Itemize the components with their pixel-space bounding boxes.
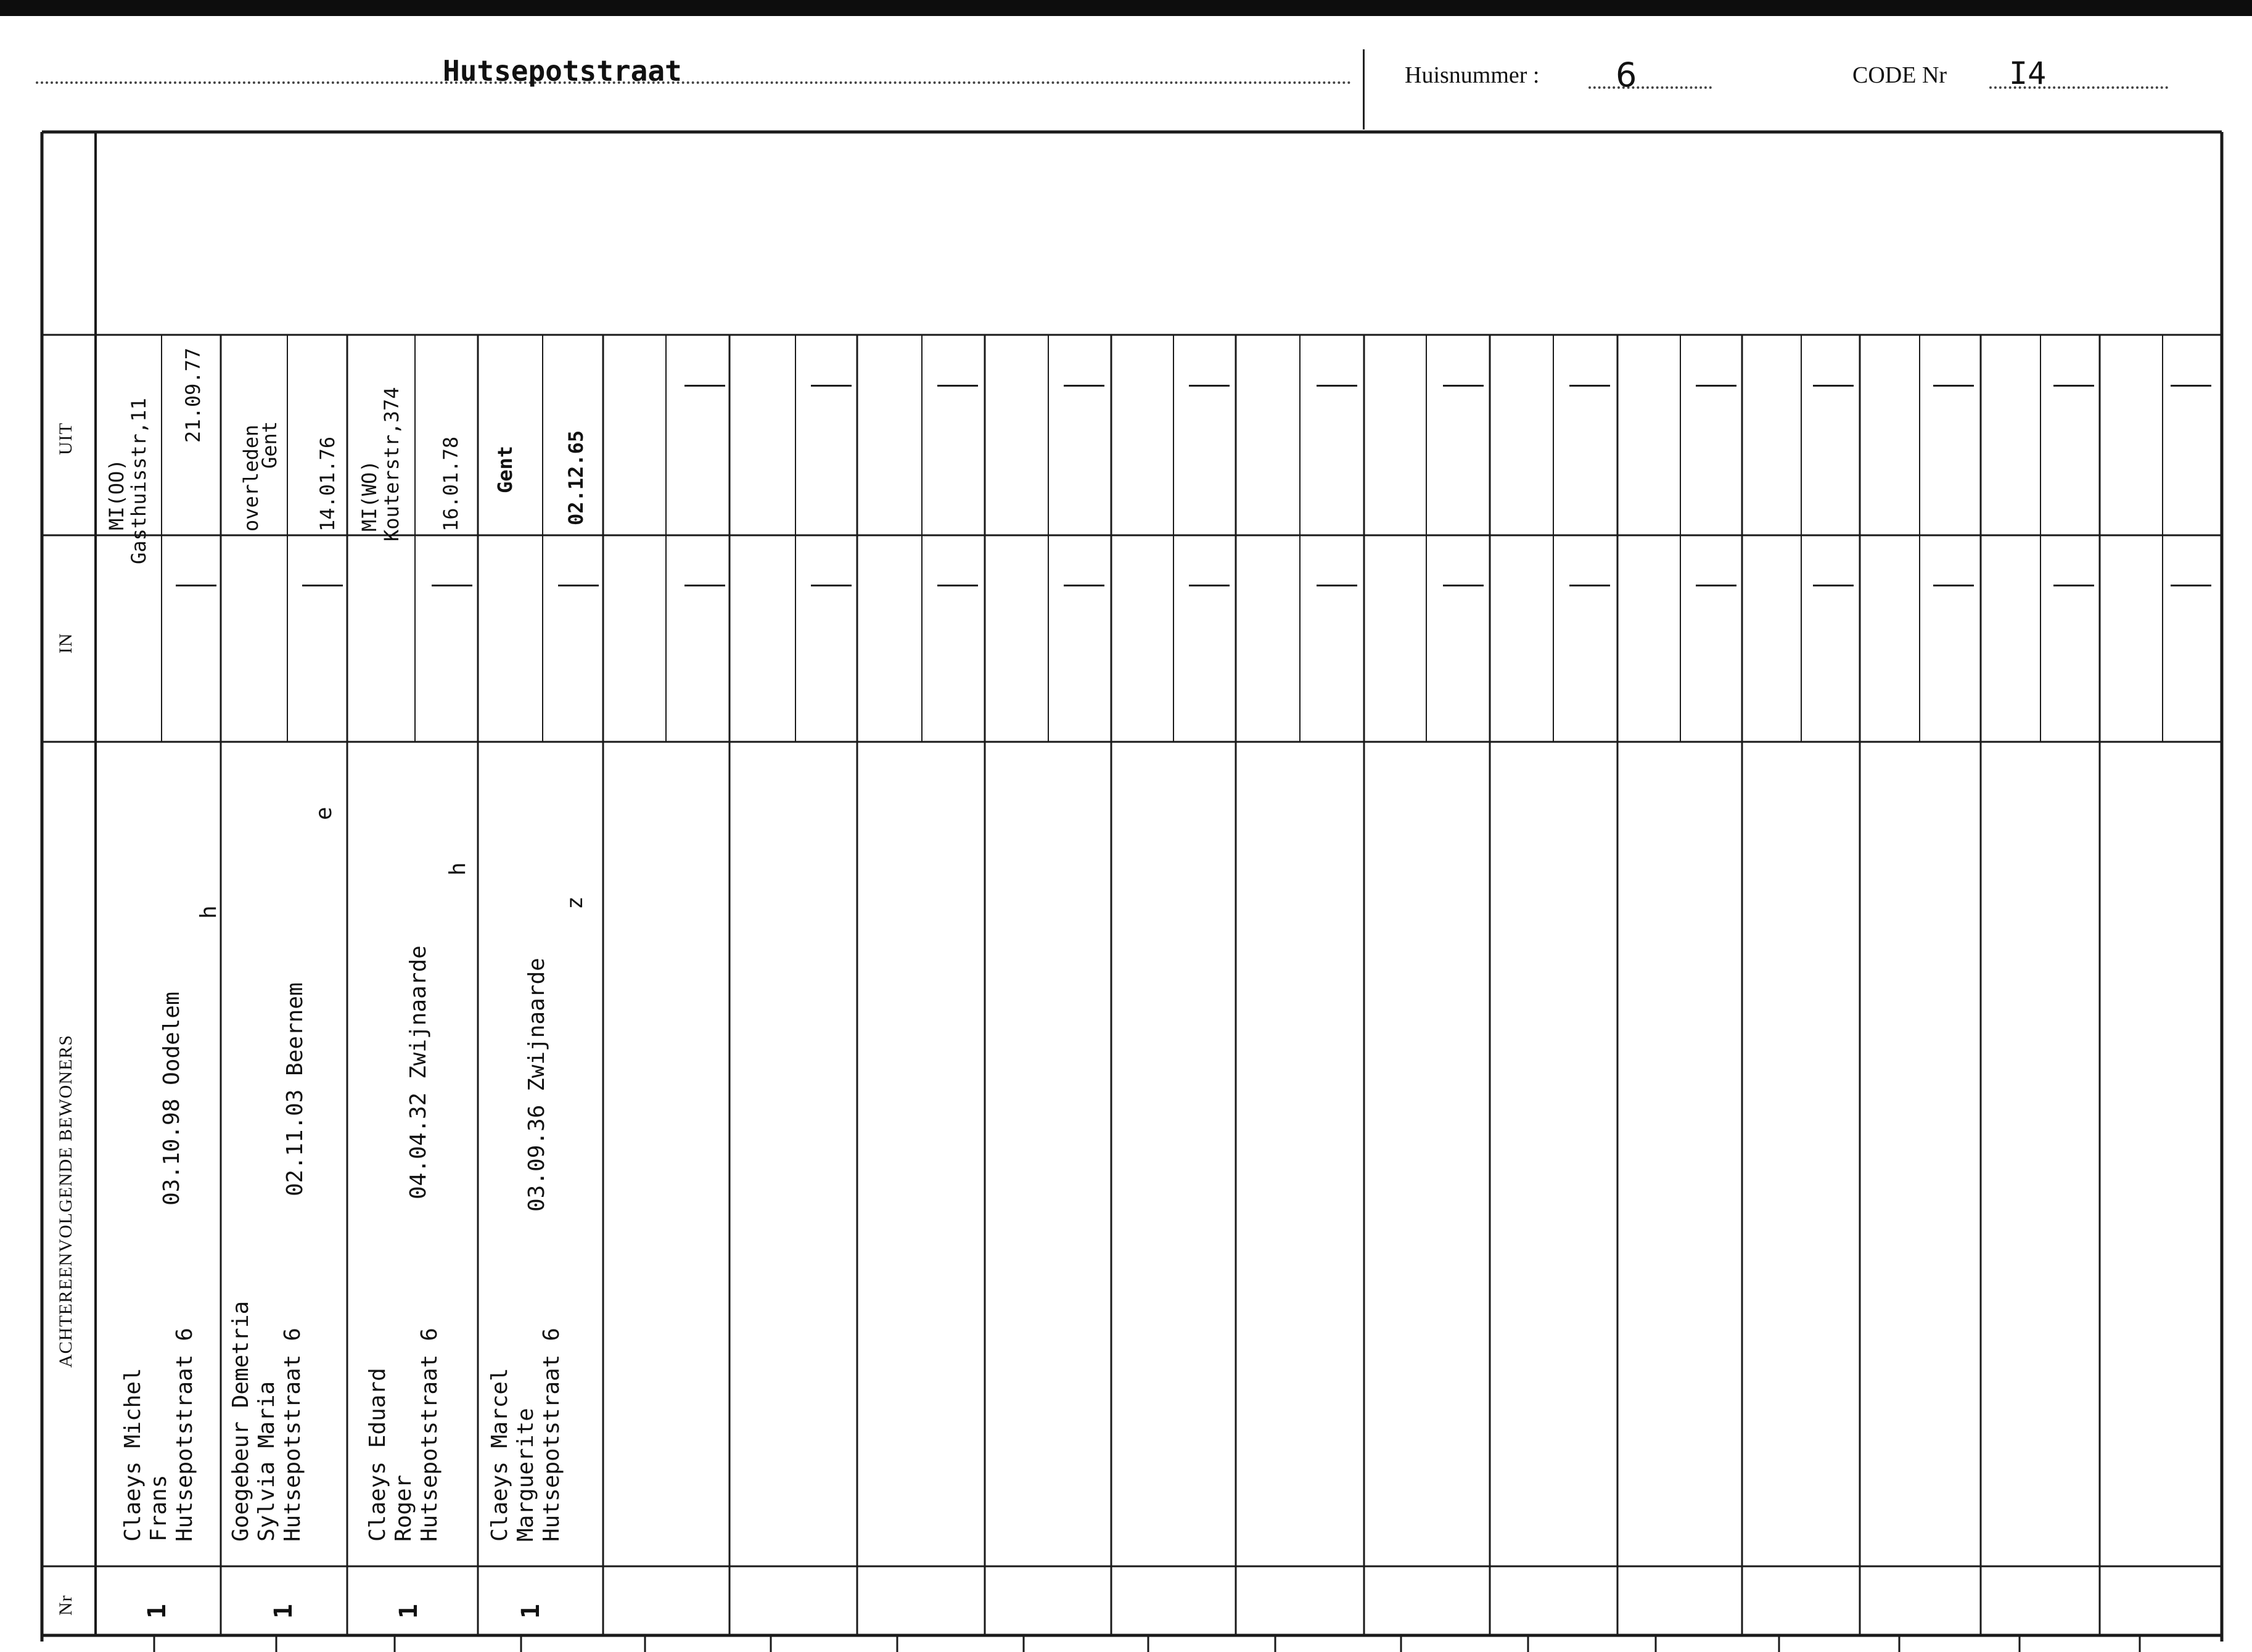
resident-4-uit-date: 02.12.65	[564, 430, 588, 525]
in-empty-dash-3	[937, 585, 978, 586]
resident-2-name-1: Goegebeur Demetria	[228, 1301, 253, 1542]
uit-empty-dash-6	[1317, 385, 1357, 387]
resident-4-birth: 03.09.36 Zwijnaarde	[524, 958, 549, 1212]
in-resident-dash-2	[302, 585, 343, 586]
resident-1-uit-place: MI(OO)	[105, 459, 128, 530]
in-empty-dash-13	[2171, 585, 2211, 586]
resident-1-birth: 03.10.98 Oodelem	[159, 992, 184, 1206]
in-empty-dash-10	[1813, 585, 1854, 586]
in-empty-dash-11	[1933, 585, 1974, 586]
column-lines	[154, 335, 2163, 1652]
resident-2-birth: 02.11.03 Beernem	[282, 982, 308, 1196]
house-number-value: 6	[1616, 55, 1637, 94]
street-name: Hutsepotstraat	[443, 54, 682, 88]
resident-1-address: Hutsepotstraat 6	[172, 1328, 197, 1542]
uit-label: UIT	[55, 422, 76, 455]
resident-4-names	[487, 1328, 565, 1542]
resident-3-uit-date: 16.01.78	[439, 436, 462, 532]
resident-2-code: e	[311, 807, 337, 820]
resident-4-code: z	[562, 896, 588, 910]
code-value: I4	[2009, 55, 2047, 91]
uit-empty-dash-12	[2053, 385, 2094, 387]
resident-4-name-1: Claeys Marcel	[487, 1368, 512, 1542]
resident-4-name-2: Marguerite	[513, 1408, 538, 1542]
resident-3-uit-street: Kouterstr,374	[380, 387, 403, 541]
resident-3-address: Hutsepotstraat 6	[417, 1328, 442, 1542]
uit-empty-dash-10	[1813, 385, 1854, 387]
in-empty-dash-2	[811, 585, 852, 586]
in-empty-dash-6	[1317, 585, 1357, 586]
resident-2-name-2: Sylvia Maria	[254, 1381, 279, 1542]
resident-3-name-1: Claeys Eduard	[365, 1368, 390, 1542]
in-resident-dash-1	[176, 585, 216, 586]
resident-1-names	[120, 1328, 198, 1542]
in-empty-dash-7	[1443, 585, 1484, 586]
bewoners-label: ACHTEREENVOLGENDE BEWONERS	[55, 1034, 76, 1368]
uit-empty-dash-3	[937, 385, 978, 387]
in-empty-dash-8	[1569, 585, 1610, 586]
resident-3-code: h	[445, 862, 471, 876]
uit-empty-dash-7	[1443, 385, 1484, 387]
uit-empty-dash-2	[811, 385, 852, 387]
uit-empty-dash-11	[1933, 385, 1974, 387]
in-resident-dash-4	[558, 585, 599, 586]
in-empty-dash-5	[1189, 585, 1230, 586]
resident-4-address: Hutsepotstraat 6	[539, 1328, 564, 1542]
resident-2-uit-street: Gent	[258, 421, 281, 469]
resident-3-name-2: Roger	[391, 1474, 416, 1542]
resident-2-nr: 1	[269, 1603, 298, 1619]
resident-2-uit-place: overleden	[239, 424, 263, 532]
in-empty-dash-9	[1696, 585, 1736, 586]
code-label: CODE Nr	[1852, 62, 1947, 88]
uit-empty-dash-13	[2171, 385, 2211, 387]
uit-empty-dash-8	[1569, 385, 1610, 387]
uit-empty-dash-5	[1189, 385, 1230, 387]
uit-empty-dash-1	[684, 385, 725, 387]
resident-1-nr: 1	[143, 1603, 171, 1619]
resident-4-uit-place: Gent	[493, 445, 517, 493]
in-empty-dash-12	[2053, 585, 2094, 586]
resident-2-address: Hutsepotstraat 6	[280, 1328, 305, 1542]
uit-empty-dash-9	[1696, 385, 1736, 387]
resident-3-nr: 1	[395, 1603, 423, 1619]
resident-3-names	[365, 1328, 443, 1542]
resident-4-nr: 1	[517, 1603, 545, 1619]
resident-1-code: h	[196, 905, 221, 919]
resident-3-uit-place: MI(WO)	[358, 460, 381, 532]
in-empty-dash-1	[684, 585, 725, 586]
in-resident-dash-3	[432, 585, 472, 586]
uit-empty-dash-4	[1064, 385, 1104, 387]
nr-label: Nr	[55, 1595, 76, 1616]
resident-1-uit-date: 21.09.77	[181, 347, 205, 443]
resident-2-names	[228, 1301, 306, 1542]
resident-1-name-1: Claeys Michel	[120, 1368, 146, 1542]
resident-1-uit-street: Gasthuisstr,11	[127, 398, 150, 564]
house-number-label: Huisnummer :	[1405, 62, 1540, 88]
resident-2-uit-date: 14.01.76	[316, 436, 339, 532]
in-label: IN	[55, 633, 76, 654]
in-empty-dash-4	[1064, 585, 1104, 586]
resident-1-name-2: Frans	[146, 1474, 171, 1542]
resident-3-birth: 04.04.32 Zwijnaarde	[406, 945, 431, 1199]
